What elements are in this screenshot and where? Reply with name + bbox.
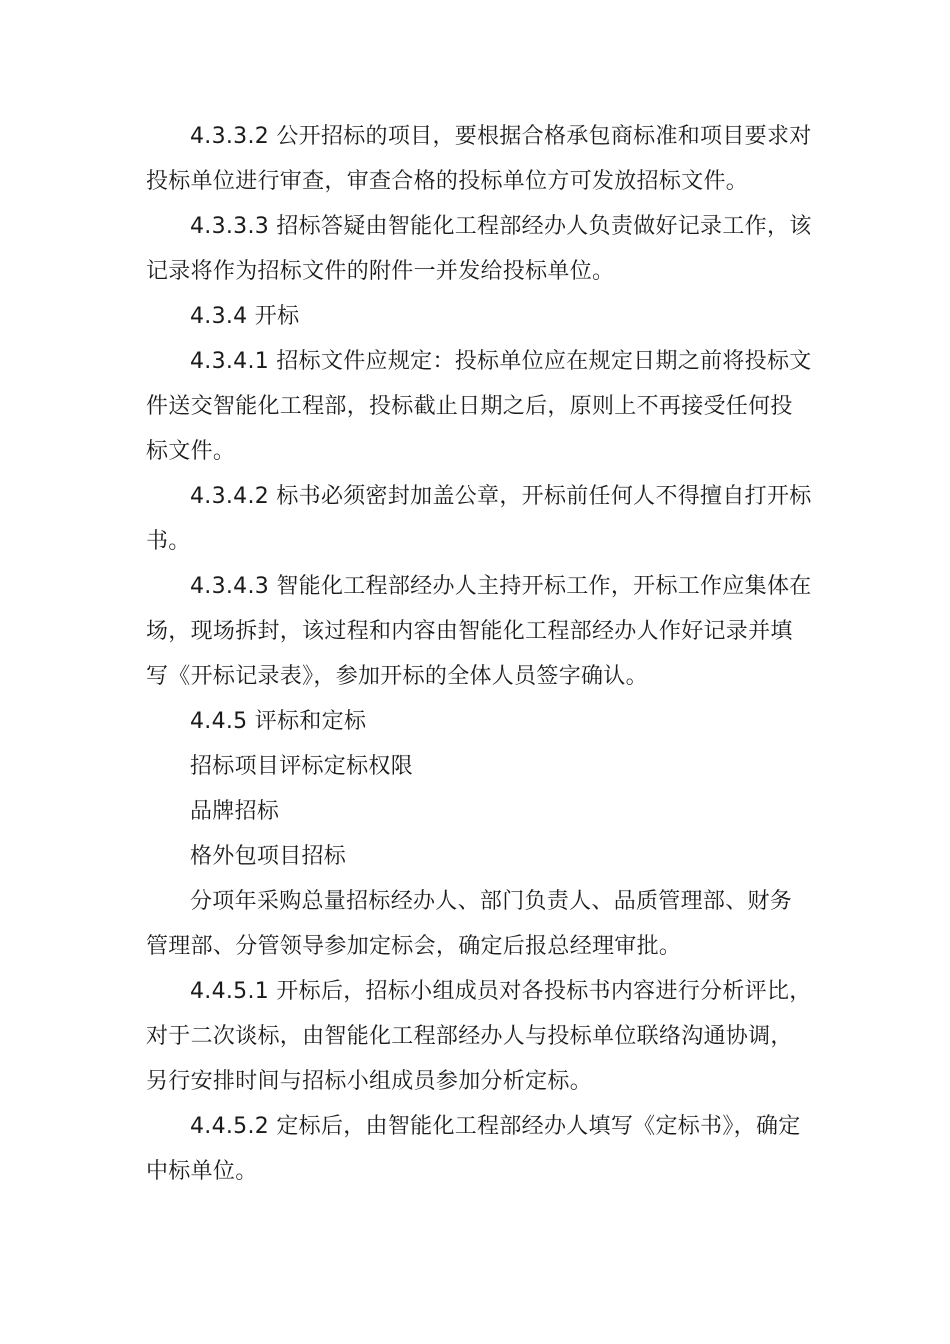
paragraph-line: 4.3.3.2 公开招标的项目，要根据合格承包商标准和项目要求对 <box>190 124 812 149</box>
paragraph-line: 4.4.5.2 定标后，由智能化工程部经办人填写《定标书》，确定 <box>190 1114 801 1139</box>
paragraph-4-3-3-3 <box>146 204 812 294</box>
paragraph-line: 件送交智能化工程部，投标截止日期之后，原则上不再接受任何投 <box>146 394 793 419</box>
paragraph-line: 4.3.4.3 智能化工程部经办人主持开标工作，开标工作应集体在 <box>190 574 812 599</box>
paragraph-line: 投标单位进行审查，审查合格的投标单位方可发放招标文件。 <box>146 169 749 194</box>
document-body <box>146 114 812 1194</box>
paragraph-line: 场，现场拆封，该过程和内容由智能化工程部经办人作好记录并填 <box>146 619 793 644</box>
paragraph-line: 另行安排时间与招标小组成员参加分析定标。 <box>146 1069 593 1094</box>
section-heading: 4.4.5 评标和定标 <box>190 709 367 734</box>
paragraph-line: 书。 <box>146 529 191 554</box>
paragraph-line: 写《开标记录表》，参加开标的全体人员签字确认。 <box>146 664 648 689</box>
paragraph-line: 4.3.4.2 标书必须密封加盖公章，开标前任何人不得擅自打开标 <box>190 484 812 509</box>
heading-4-3-4 <box>146 294 806 339</box>
paragraph-line: 格外包项目招标 <box>190 844 347 869</box>
paragraph-line: 记录将作为招标文件的附件一并发给投标单位。 <box>146 259 615 284</box>
paragraph-line: 分项年采购总量招标经办人、部门负责人、品质管理部、财务 <box>190 889 793 914</box>
section-heading: 4.3.4 开标 <box>190 304 300 329</box>
paragraph-4-3-4-1 <box>146 339 812 474</box>
paragraph-4-4-5-2 <box>146 1104 806 1194</box>
paragraph-outsourcing <box>146 834 806 879</box>
paragraph-4-3-4-2 <box>146 474 812 564</box>
paragraph-line: 4.3.4.1 招标文件应规定：投标单位应在规定日期之前将投标文 <box>190 349 812 374</box>
paragraph-line: 标文件。 <box>146 439 236 464</box>
paragraph-4-4-5-1 <box>146 969 812 1104</box>
paragraph-authority <box>146 744 806 789</box>
paragraph-line: 4.3.3.3 招标答疑由智能化工程部经办人负责做好记录工作，该 <box>190 214 812 239</box>
heading-4-4-5 <box>146 699 806 744</box>
paragraph-annual <box>146 879 806 969</box>
paragraph-brand <box>146 789 806 834</box>
paragraph-line: 对于二次谈标，由智能化工程部经办人与投标单位联络沟通协调， <box>146 1024 793 1049</box>
paragraph-line: 4.4.5.1 开标后，招标小组成员对各投标书内容进行分析评比， <box>190 979 812 1004</box>
paragraph-line: 管理部、分管领导参加定标会，确定后报总经理审批。 <box>146 934 682 959</box>
paragraph-line: 招标项目评标定标权限 <box>190 754 414 779</box>
paragraph-line: 中标单位。 <box>146 1159 258 1184</box>
paragraph-line: 品牌招标 <box>190 799 280 824</box>
paragraph-4-3-3-2 <box>146 114 812 204</box>
paragraph-4-3-4-3 <box>146 564 812 699</box>
